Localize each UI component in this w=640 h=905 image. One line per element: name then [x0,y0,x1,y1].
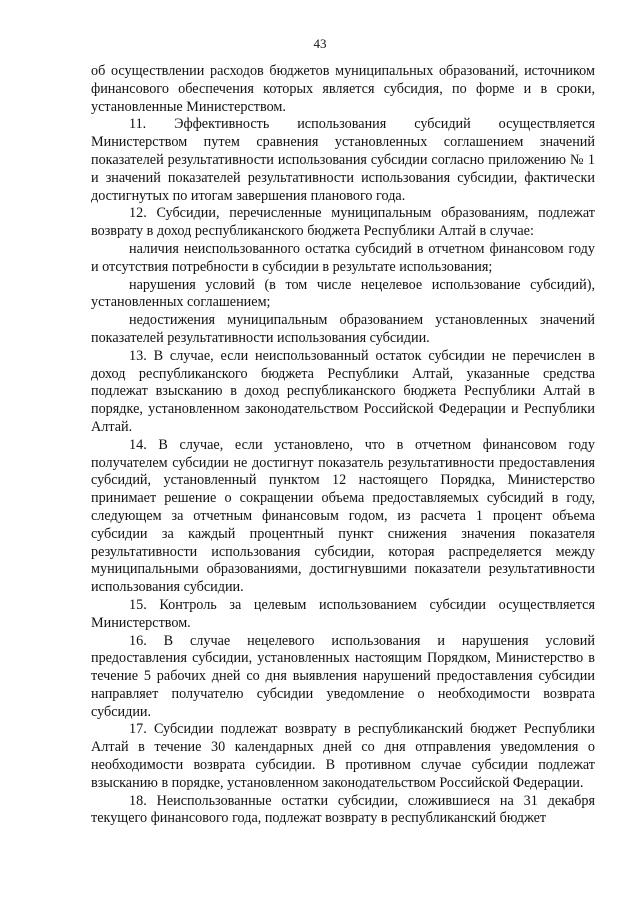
paragraph-17: 17. Субсидии подлежат возврату в республиканский бюджет Республики Алтай в течение 30 календарных дней со дня отправления уведомления о необходимости возврата субсидии. В противном случае субсидии подлежат взысканию в порядке, установленном законодательством Российской Федерации. [91,721,595,791]
paragraph-12: 12. Субсидии, перечисленные муниципальным образованиям, подлежат возврату в доход республиканского бюджета Республики Алтай в случае: [91,205,595,240]
paragraph-16: 16. В случае нецелевого использования и нарушения условий предоставления субсидии, установленных настоящим Порядком, Министерство в течение 5 рабочих дней со дня выявления нарушений предоставления субсидии направляет получателю субсидии уведомление о необходимости возврата субсидии. [91,632,595,720]
paragraph-13: 13. В случае, если неиспользованный остаток субсидии не перечислен в доход республиканского бюджета Республики Алтай, указанные средства подлежат взысканию в доход республиканского бюджета Республики Алтай в порядке, установленном законодательством Российской Федерации и Республики Алтай. [91,347,595,435]
paragraph-18: 18. Неиспользованные остатки субсидии, сложившиеся на 31 декабря текущего финансового года, подлежат возврату в республиканский бюджет [91,792,595,827]
paragraph-continuation: об осуществлении расходов бюджетов муниципальных образований, источником финансового обеспечения которых является субсидия, по форме и в сроки, установленные Министерством. [91,63,595,115]
paragraph-12-item-2: нарушения условий (в том числе нецелевое использование субсидий), установленных соглашением; [91,276,595,311]
body-text [91,63,595,828]
page-number: 43 [313,36,327,51]
paragraph-12-item-3: недостижения муниципальным образованием установленных значений показателей результативности использования субсидии. [91,312,595,346]
paragraph-14: 14. В случае, если установлено, что в отчетном финансовом году получателем субсидии не достигнут показатель результативности предоставления субсидий, установленный пунктом 12 настоящего Порядка, Министерство принимает решение о сокращении объема предоставляемых субсидий в году, следующем за отчетным финансовым годом, из расчета 1 процент объема субсидии за каждый процентный пункт снижения значения показателя результативности использования субсидии, которая распределяется между муниципальными образованиями, достигнувшими показатели результативности использования субсидии. [91,436,595,596]
paragraph-11: 11. Эффективность использования субсидий осуществляется Министерством путем сравнения установленных соглашением значений показателей результативности использования субсидии согласно приложению № 1 и значений показателей результативности использования субсидии, фактически достигнутых по итогам завершения планового года. [91,116,595,204]
paragraph-15: 15. Контроль за целевым использованием субсидии осуществляется Министерством. [91,596,595,631]
paragraph-12-item-1: наличия неиспользованного остатка субсидий в отчетном финансовом году и отсутствия потребности в субсидии в результате использования; [91,240,595,275]
